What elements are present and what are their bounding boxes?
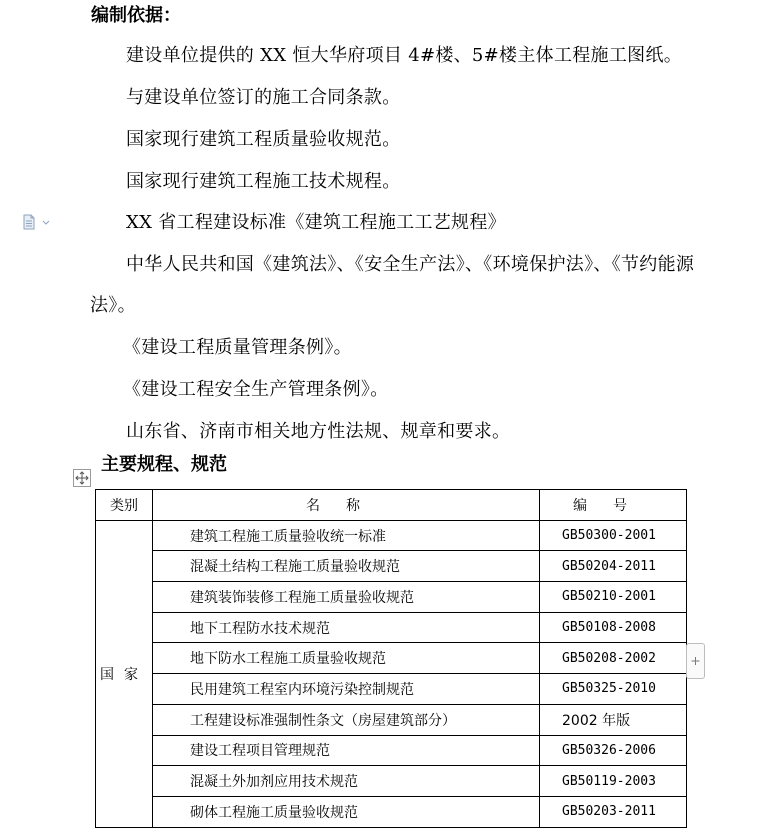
basis-item-7: 《建设工程质量管理条例》。 [123, 337, 352, 358]
standard-name: 地下防水工程施工质量验收规范 [153, 643, 540, 674]
table-row [96, 520, 687, 551]
paragraph-options-icon[interactable] [22, 214, 52, 230]
standard-code: GB50204-2011 [540, 551, 687, 582]
standard-code: 2002 年版 [540, 704, 687, 735]
standard-name: 地下工程防水技术规范 [153, 612, 540, 643]
basis-item-9: 山东省、济南市相关地方性法规、规章和要求。 [126, 421, 511, 442]
table-row [96, 766, 687, 797]
standard-name: 建设工程项目管理规范 [153, 735, 540, 766]
header-name: 名称 [153, 490, 540, 521]
standard-code: GB50208-2002 [540, 643, 687, 674]
standard-name: 工程建设标准强制性条文（房屋建筑部分） [153, 704, 540, 735]
standard-code: GB50326-2006 [540, 735, 687, 766]
standard-code: GB50108-2008 [540, 612, 687, 643]
basis-item-4: 国家现行建筑工程施工技术规程。 [126, 171, 401, 192]
table-header-row [96, 490, 687, 521]
table-row [96, 582, 687, 613]
standards-table [95, 489, 687, 828]
basis-item-3: 国家现行建筑工程质量验收规范。 [126, 129, 401, 150]
table-row [96, 674, 687, 705]
basis-item-6-cont: 法》。 [90, 295, 136, 316]
standard-name: 建筑装饰装修工程施工质量验收规范 [153, 582, 540, 613]
table-row [96, 704, 687, 735]
table-move-handle-icon[interactable] [73, 469, 91, 487]
standard-code: GB50300-2001 [540, 520, 687, 551]
standard-name: 民用建筑工程室内环境污染控制规范 [153, 674, 540, 705]
table-row [96, 735, 687, 766]
standard-name: 砌体工程施工质量验收规范 [153, 796, 540, 827]
table-row [96, 612, 687, 643]
table-row [96, 551, 687, 582]
header-category: 类别 [96, 490, 153, 521]
table-row [96, 796, 687, 827]
section-heading-standards: 主要规程、规范 [101, 454, 227, 475]
standard-code: GB50325-2010 [540, 674, 687, 705]
basis-item-2: 与建设单位签订的施工合同条款。 [126, 87, 401, 108]
category-cell: 国家 [96, 520, 153, 827]
standard-name: 混凝土结构工程施工质量验收规范 [153, 551, 540, 582]
add-column-icon[interactable] [686, 643, 705, 679]
header-code: 编号 [540, 490, 687, 521]
standard-code: GB50210-2001 [540, 582, 687, 613]
standard-name: 建筑工程施工质量验收统一标准 [153, 520, 540, 551]
table-row [96, 643, 687, 674]
basis-item-6: 中华人民共和国《建筑法》、《安全生产法》、《环境保护法》、《节约能源 [126, 254, 695, 275]
standard-code: GB50203-2011 [540, 796, 687, 827]
section-heading-basis: 编制依据： [91, 5, 181, 26]
standard-code: GB50119-2003 [540, 766, 687, 797]
basis-item-5: XX 省工程建设标准《建筑工程施工工艺规程》 [126, 212, 506, 233]
basis-item-1: 建设单位提供的 XX 恒大华府项目 4#楼、5#楼主体工程施工图纸。 [126, 45, 683, 66]
standard-name: 混凝土外加剂应用技术规范 [153, 766, 540, 797]
basis-item-8: 《建设工程安全生产管理条例》。 [123, 379, 389, 400]
